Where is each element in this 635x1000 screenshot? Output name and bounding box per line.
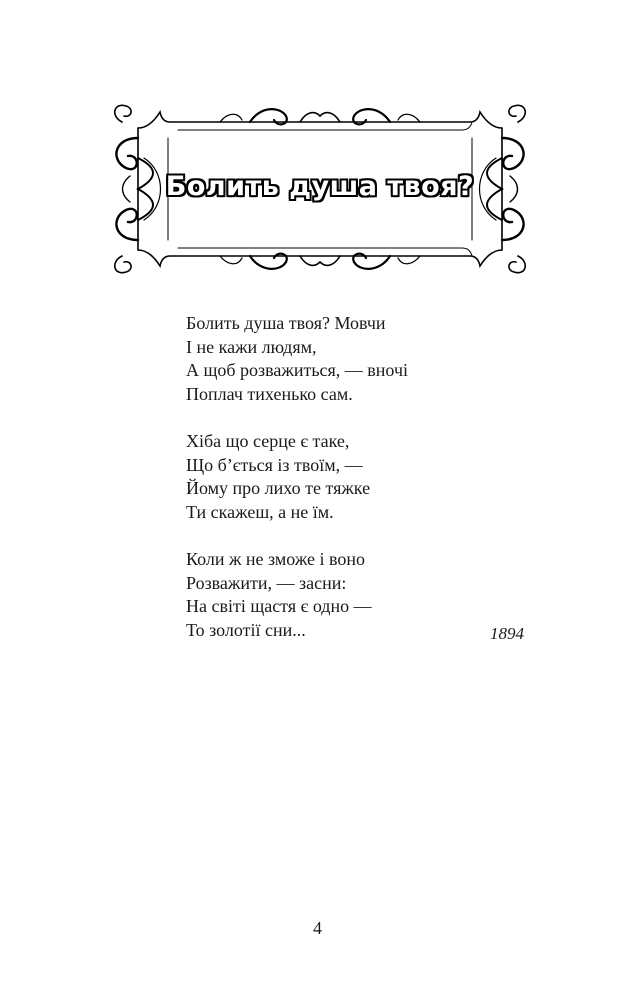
poem-line: Болить душа твоя? Мовчи [186,313,386,333]
poem-line: Йому про лихо те тяжке [186,478,371,498]
poem-date: 1894 [490,624,524,643]
stanza [186,430,408,524]
poem-title: Болить душа твоя? [165,170,475,202]
poem-line: Поплач тихенько сам. [186,383,353,404]
poem-line: То золотії сни... [186,619,306,640]
poem-line: А щоб розважиться, — вночі [186,360,409,380]
poem-body [186,312,408,666]
page-number: 4 [313,918,322,938]
title-ornamental-frame [100,98,540,280]
poem-line: Що б’ється із твоїм, — [186,454,363,475]
stanza [186,548,408,642]
poem-line: Ти скажеш, а не їм. [186,501,334,522]
poem-line: Розважити, — засни: [186,572,347,593]
poem-line: І не кажи людям, [186,336,317,357]
poem-line: На світі щастя є одно — [186,596,372,616]
poem-line: Коли ж не зможе і воно [186,549,366,569]
poem-line: Хіба що серце є таке, [186,431,350,451]
stanza [186,312,408,406]
